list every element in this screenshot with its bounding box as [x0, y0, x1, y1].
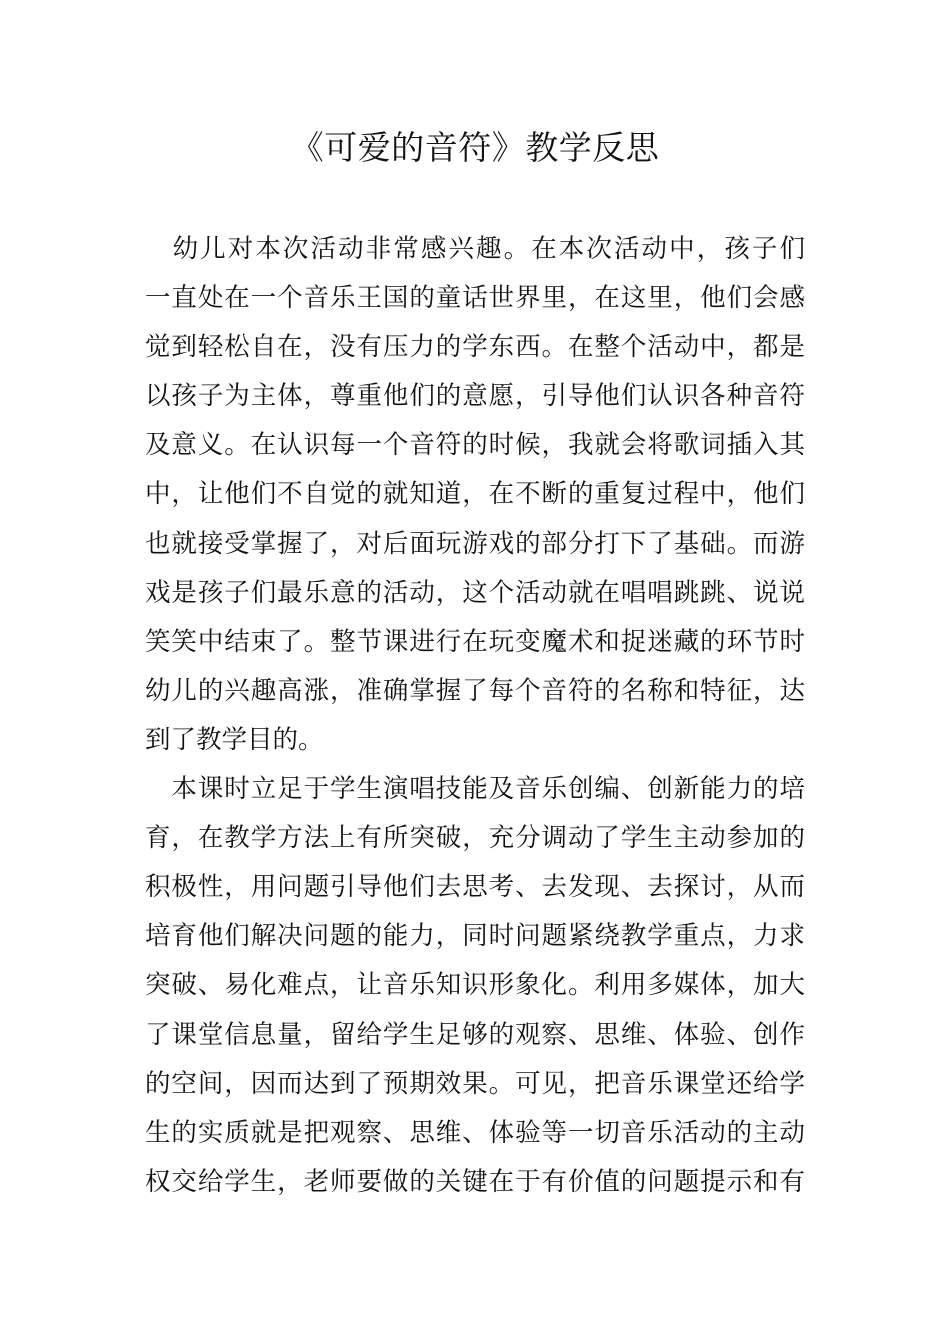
text-line: 觉到轻松自在，没有压力的学东西。在整个活动中，都是: [145, 332, 805, 363]
text-line: 本课时立足于学生演唱技能及音乐创编、创新能力的培: [145, 774, 805, 805]
text-line: 中，让他们不自觉的就知道，在不断的重复过程中，他们: [145, 479, 805, 510]
text-line: 权交给学生，老师要做的关键在于有价值的问题提示和有: [145, 1166, 805, 1197]
paragraph-1: [145, 225, 805, 765]
text-line: 以孩子为主体，尊重他们的意愿，引导他们认识各种音符: [145, 381, 805, 412]
document-body: [145, 225, 805, 1207]
text-line: 生的实质就是把观察、思维、体验等一切音乐活动的主动: [145, 1117, 805, 1148]
text-line: 了课堂信息量，留给学生足够的观察、思维、体验、创作: [145, 1019, 805, 1050]
paragraph-2: [145, 765, 805, 1207]
text-line: 的空间，因而达到了预期效果。可见，把音乐课堂还给学: [145, 1068, 805, 1099]
text-line: 笑笑中结束了。整节课进行在玩变魔术和捉迷藏的环节时: [145, 626, 805, 657]
text-line: 及意义。在认识每一个音符的时候，我就会将歌词插入其: [145, 430, 805, 461]
text-line: 也就接受掌握了，对后面玩游戏的部分打下了基础。而游: [145, 528, 805, 559]
text-line: 一直处在一个音乐王国的童话世界里，在这里，他们会感: [145, 283, 805, 314]
text-line: 培育他们解决问题的能力，同时问题紧绕教学重点，力求: [145, 921, 805, 952]
text-line: 到了教学目的。: [145, 724, 324, 755]
text-line: 戏是孩子们最乐意的活动，这个活动就在唱唱跳跳、说说: [145, 577, 805, 608]
text-line: 幼儿的兴趣高涨，准确掌握了每个音符的名称和特征，达: [145, 675, 805, 706]
text-line: 幼儿对本次活动非常感兴趣。在本次活动中，孩子们: [145, 234, 805, 264]
text-line: 积极性，用问题引导他们去思考、去发现、去探讨，从而: [145, 872, 805, 903]
document-title: 《可爱的音符》教学反思: [290, 128, 660, 167]
text-line: 突破、易化难点，让音乐知识形象化。利用多媒体，加大: [145, 970, 805, 1001]
text-line: 育，在教学方法上有所突破，充分调动了学生主动参加的: [145, 823, 805, 854]
